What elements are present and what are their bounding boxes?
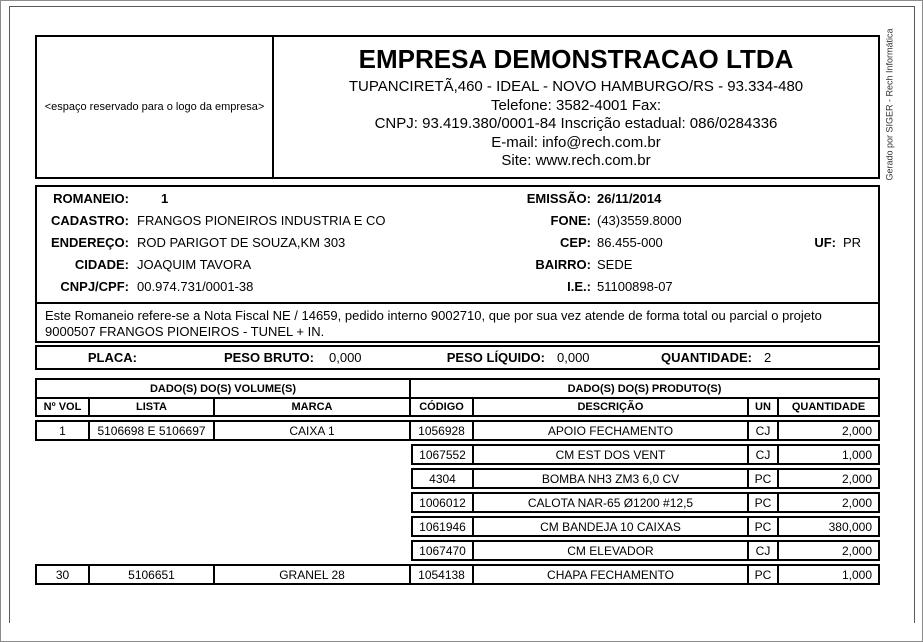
cell-lista: 5106651 — [90, 564, 215, 585]
cell-quantidade: 2,000 — [779, 468, 880, 489]
cnpj-cpf-label: CNPJ/CPF: — [60, 279, 129, 294]
peso-bruto-label: PESO BRUTO: — [223, 350, 314, 365]
table-row — [35, 444, 880, 465]
volume-spacer — [35, 492, 411, 513]
cell-codigo: 1054138 — [411, 564, 474, 585]
group-header-produtos: DADO(S) DO(S) PRODUTO(S) — [411, 378, 880, 399]
cell-codigo: 1056928 — [411, 420, 474, 441]
report-page — [9, 6, 915, 623]
volume-spacer — [35, 444, 411, 465]
logo-placeholder — [37, 37, 274, 177]
emissao-value: 26/11/2014 — [597, 191, 662, 206]
bairro-value: SEDE — [597, 257, 633, 272]
col-header-lista: LISTA — [90, 397, 215, 417]
col-header-quantidade: QUANTIDADE — [779, 397, 880, 417]
romaneio-value: 1 — [161, 191, 169, 206]
cell-quantidade: 1,000 — [779, 564, 880, 585]
cell-codigo: 1067470 — [411, 540, 474, 561]
company-email: E-mail: info@rech.com.br — [491, 133, 661, 151]
company-phone: Telefone: 3582-4001 Fax: — [490, 96, 662, 114]
cell-un: CJ — [749, 540, 779, 561]
uf-label: UF: — [814, 235, 836, 250]
cadastro-label: CADASTRO: — [51, 213, 129, 228]
cell-quantidade: 1,000 — [779, 444, 880, 465]
company-site: Site: www.rech.com.br — [501, 152, 651, 169]
romaneio-label: ROMANEIO: — [53, 191, 129, 206]
table-row — [35, 564, 880, 585]
cell-un: CJ — [749, 444, 779, 465]
quantidade-label: QUANTIDADE: — [661, 350, 752, 365]
volume-spacer — [35, 540, 411, 561]
peso-liquido-label: PESO LÍQUIDO: — [446, 350, 545, 365]
cell-codigo: 1061946 — [411, 516, 474, 537]
volume-spacer — [35, 468, 411, 489]
cell-un: PC — [749, 492, 779, 513]
cell-vol: 30 — [35, 564, 90, 585]
cell-descricao: CM EST DOS VENT — [474, 444, 749, 465]
table-row — [35, 468, 880, 489]
company-name: EMPRESA DEMONSTRACAO LTDA — [358, 44, 794, 74]
table-row — [35, 420, 880, 441]
cell-codigo: 4304 — [411, 468, 474, 489]
romaneio-fields — [37, 187, 878, 302]
romaneio-info-box — [35, 185, 880, 343]
peso-liquido-value: 0,000 — [557, 350, 590, 365]
company-address: TUPANCIRETÃ,460 - IDEAL - NOVO HAMBURGO/RS - 93.334-480 — [348, 78, 804, 95]
table-column-header — [35, 397, 880, 417]
cell-un: CJ — [749, 420, 779, 441]
table-body — [35, 420, 880, 585]
cell-descricao: CALOTA NAR-65 Ø1200 #12,5 — [474, 492, 749, 513]
group-header-volumes: DADO(S) DO(S) VOLUME(S) — [35, 378, 411, 399]
table-row — [35, 516, 880, 537]
fone-value: (43)3559.8000 — [597, 213, 682, 228]
cell-un: PC — [749, 564, 779, 585]
col-header-vol: Nº VOL — [35, 397, 90, 417]
bairro-label: BAIRRO: — [535, 257, 591, 272]
table-row — [35, 492, 880, 513]
cnpj-cpf-value: 00.974.731/0001-38 — [137, 279, 254, 294]
cell-descricao: CM ELEVADOR — [474, 540, 749, 561]
company-cnpj: CNPJ: 93.419.380/0001-84 Inscrição estadual: 086/0284336 — [374, 115, 778, 132]
cell-quantidade: 2,000 — [779, 420, 880, 441]
cell-marca: GRANEL 28 — [215, 564, 411, 585]
cell-descricao: CHAPA FECHAMENTO — [474, 564, 749, 585]
uf-value: PR — [843, 235, 862, 250]
cidade-value: JOAQUIM TAVORA — [137, 257, 252, 272]
col-header-descricao: DESCRIÇÃO — [474, 397, 749, 417]
peso-bruto-value: 0,000 — [329, 350, 362, 365]
romaneio-note: Este Romaneio refere-se a Nota Fiscal NE / 14659, pedido interno 9002710, que por sua vez atende de forma total ou parcial o projeto 9000507 FRANGOS PIONEIROS - TUNEL + IN. — [37, 302, 878, 341]
endereco-value: ROD PARIGOT DE SOUZA,KM 303 — [137, 235, 346, 250]
endereco-label: ENDEREÇO: — [50, 235, 129, 250]
cell-descricao: BOMBA NH3 ZM3 6,0 CV — [474, 468, 749, 489]
cell-quantidade: 2,000 — [779, 540, 880, 561]
cell-quantidade: 2,000 — [779, 492, 880, 513]
cell-descricao: APOIO FECHAMENTO — [474, 420, 749, 441]
cell-lista: 5106698 E 5106697 — [90, 420, 215, 441]
col-header-codigo: CÓDIGO — [411, 397, 474, 417]
company-header-box — [35, 35, 880, 179]
placa-label: PLACA: — [87, 350, 137, 365]
cell-codigo: 1006012 — [411, 492, 474, 513]
emissao-label: EMISSÃO: — [526, 191, 591, 206]
cep-label: CEP: — [559, 235, 591, 250]
fone-label: FONE: — [550, 213, 591, 228]
col-header-marca: MARCA — [215, 397, 411, 417]
cell-vol: 1 — [35, 420, 90, 441]
table-group-header — [35, 378, 880, 399]
volume-spacer — [35, 516, 411, 537]
company-info — [274, 37, 878, 177]
cadastro-value: FRANGOS PIONEIROS INDUSTRIA E CO — [137, 213, 386, 228]
cell-un: PC — [749, 468, 779, 489]
cell-marca: CAIXA 1 — [215, 420, 411, 441]
cidade-label: CIDADE: — [74, 257, 129, 272]
weights-box — [35, 345, 880, 370]
cep-value: 86.455-000 — [597, 235, 663, 250]
cell-quantidade: 380,000 — [779, 516, 880, 537]
ie-value: 51100898-07 — [597, 279, 673, 294]
romaneio-table — [35, 378, 880, 585]
generator-watermark: Gerado por SIGER - Rech Informática — [884, 28, 895, 181]
cell-codigo: 1067552 — [411, 444, 474, 465]
ie-label: I.E.: — [567, 279, 591, 294]
logo-placeholder-text: <espaço reservado para o logo da empresa> — [44, 101, 265, 113]
cell-un: PC — [749, 516, 779, 537]
table-row — [35, 540, 880, 561]
quantidade-value: 2 — [764, 350, 772, 365]
col-header-un: UN — [749, 397, 779, 417]
cell-descricao: CM BANDEJA 10 CAIXAS — [474, 516, 749, 537]
